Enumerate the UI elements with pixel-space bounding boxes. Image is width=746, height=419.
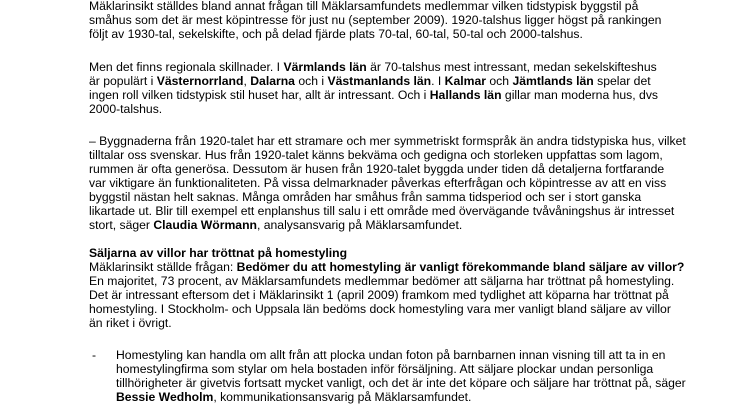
p3-line-5: byggstil nästan helt saknas. Många områden har småhus från samma tidsperiod och ser i stort ganska [89,190,642,204]
region-varmland: Värmlands län [283,60,367,74]
p3-line-4: var viktigare än funktionaliteten. På vissa delmarknader påverkas efterfrågan och köpintresse av att en viss [89,176,667,190]
text: och [486,74,513,88]
bullet-line-4 [116,391,471,405]
region-vasternorrland: Västernorrland [156,74,244,88]
p1-line-2: småhus som det är mest köpintresse för just nu (september 2009). 1920-talshus ligger högst på rankingen [89,13,662,27]
p2-line-1 [89,61,657,75]
text: Mäklarinsikt ställde frågan: [89,260,237,274]
region-kalmar: Kalmar [444,74,486,88]
region-vastmanland: Västmanlands län [327,74,432,88]
p1-line-3: följt av 1930-tal, sekelskifte, och på delad fjärde plats 70-tal, 60-tal, 50-tal och 2000-talshus. [89,27,583,41]
region-halland: Hallands län [429,88,502,102]
bullet-line-2: homestylingfirma som stylar om hela bostaden inför försäljning. Att säljare plockar undan personliga [116,362,654,376]
section-heading: Säljarna av villor har tröttnat på homestyling [89,246,348,260]
p2-line-3 [89,89,658,103]
text: är 70-talshus mest intressant, medan sekelskifteshus [366,60,657,74]
p4-line-2: En majoritet, 73 procent, av Mäklarsamfundets medlemmar bedömer att säljarna har tröttnat på homestyling. [89,274,675,288]
text: , [243,74,251,88]
p2-line-2 [89,75,651,89]
text: spelar det [593,74,651,88]
p3-line-3: rummen är ofta generösa. Dessutom är husen från 1920-talet byggda under tiden då detaljerna fortfarande [89,162,665,176]
text: och i [294,74,328,88]
text: är populärt i [89,74,157,88]
p3-line-1: – Byggnaderna från 1920-talet har ett stramare och mer symmetriskt formspråk än andra tidstypiska hus, vilket [89,134,686,148]
text: . I [431,74,445,88]
survey-question: Bedömer du att homestyling är vanligt förekommande bland säljare av villor? [236,260,685,274]
bullet-marker: - [92,348,97,362]
p4-line-1 [89,261,684,275]
bullet-line-1: Homestyling kan handla om allt från att plocka undan foton på barnbarnen innan visning till att ta in en [116,348,666,362]
p3-line-7 [89,219,462,233]
text: , analysansvarig på Mäklarsamfundet. [256,218,463,232]
bullet-line-3: tillhörigheter är givetvis fortsatt mycket vanligt, och det är inte det köpare och säljare har tröttnat på, säger [116,376,686,390]
p4-line-3: Det är intressant eftersom det i Mäklarinsikt 1 (april 2009) framkom med tydlighet att köparna har tröttnat på [89,288,669,302]
p1-line-1: Mäklarinsikt ställdes bland annat frågan till Mäklarsamfundets medlemmar vilken tidstypisk byggstil på [89,0,639,13]
p3-line-6: likartade ut. Blir till exempel ett enplanshus till salu i ett område med övervägande tvåvåningshus är intresset [89,204,675,218]
text: gillar man moderna hus, dvs [501,88,659,102]
region-dalarna: Dalarna [250,74,295,88]
text: stort, säger [89,218,154,232]
p4-line-5: än riket i övrigt. [89,316,172,330]
region-jamtland: Jämtlands län [512,74,594,88]
p3-line-2: tilltalar oss svenskar. Hus från 1920-talet känns bekväma och gedigna och storleken uppfattas som lagom, [89,148,663,162]
p2-line-4: 2000-talshus. [89,102,163,116]
p4-line-4: homestyling. I Stockholm- och Uppsala län bedöms dock homestyling vara mer vanligt bland säljare av villor [89,302,671,316]
text: Men det finns regionala skillnader. I [89,60,284,74]
text: ingen roll vilken tidstypisk stil huset har, allt är intressant. Och i [89,88,430,102]
person-bessie-wedholm: Bessie Wedholm [116,390,214,404]
person-claudia-wormann: Claudia Wörmann [153,218,257,232]
text: , kommunikationsansvarig på Mäklarsamfundet. [213,390,472,404]
